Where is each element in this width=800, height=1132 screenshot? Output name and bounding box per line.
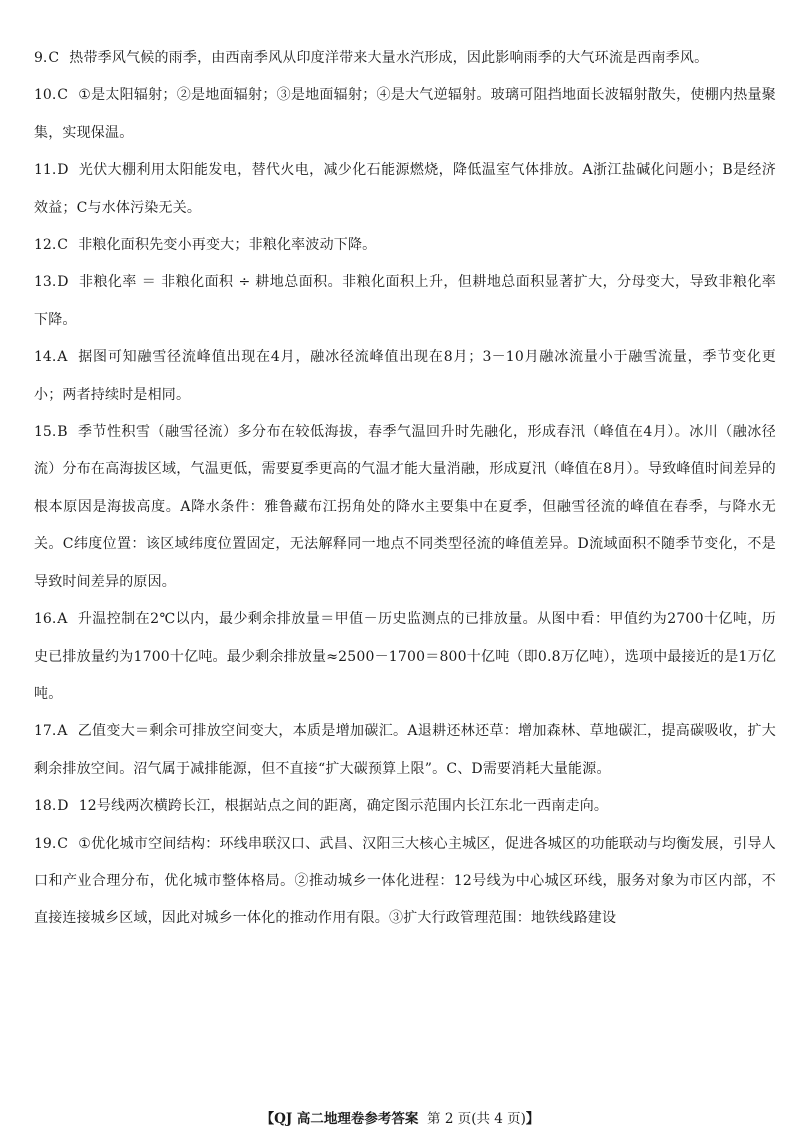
question-number: 19. [34,835,57,852]
answer-choice: C [57,835,69,852]
footer-open-bracket: 【 [260,1111,275,1127]
answer-item-13 [34,264,776,339]
answer-choice: C [57,87,69,104]
answer-explanation: 升温控制在2℃以内，最少剩余排放量＝甲值－历史监测点的已排放量。从图中看：甲值约为2700十亿吨，历史已排放量约为1700十亿吨。最少剩余排放量≈2500－1700＝800十亿吨（即0.8万亿吨），选项中最接近的是1万亿吨。 [34,611,776,702]
answer-explanation: 季节性积雪（融雪径流）多分布在较低海拔，春季气温回升时先融化，形成春汛（峰值在4月）。冰川（融冰径流）分布在高海拔区域，气温更低，需要夏季更高的气温才能大量消融，形成夏汛（峰值在8月）。导致峰值时间差异的根本原因是海拔高度。A降水条件：雅鲁藏布江拐角处的降水主要集中在夏季，但融雪径流的峰值在春季，与降水无关。C纬度位置：该区域纬度位置固定，无法解释同一地点不同类型径流的峰值差异。D流域面积不随季节变化，不是导致时间差异的原因。 [34,424,776,590]
answer-choice: B [57,424,68,441]
question-number: 14. [34,349,57,366]
question-number: 10. [34,87,57,104]
answer-choice: D [57,162,69,179]
question-number: 15. [34,424,57,441]
question-number: 9. [34,50,48,66]
question-number: 16. [34,611,57,628]
answer-item-9 [34,40,776,77]
footer-page-info: 第 2 页(共 4 页) [427,1111,526,1127]
answer-explanation: 非粮化面积先变小再变大；非粮化率波动下降。 [78,237,377,254]
answer-list [34,40,776,938]
question-number: 13. [34,274,57,291]
answer-item-16 [34,601,776,713]
footer-close-bracket: 】 [525,1111,540,1127]
footer-document-title: QJ 高二地理卷参考答案 [274,1111,419,1127]
answer-explanation: 热带季风气候的雨季，由西南季风从印度洋带来大量水汽形成，因此影响雨季的大气环流是西南季风。 [69,50,709,66]
answer-item-15 [34,414,776,601]
answer-explanation: ①优化城市空间结构：环线串联汉口、武昌、汉阳三大核心主城区，促进各城区的功能联动与均衡发展，引导人口和产业合理分布，优化城市整体格局。②推动城乡一体化进程：12号线为中心城区环线，服务对象为市区内部，不直接连接城乡区域，因此对城乡一体化的推动作用有限。③扩大行政管理范围：地铁线路建设 [34,835,776,927]
question-number: 17. [34,723,57,740]
answer-explanation: ①是太阳辐射；②是地面辐射；③是地面辐射；④是大气逆辐射。玻璃可阻挡地面长波辐射散失，使棚内热量聚集，实现保温。 [34,87,776,141]
question-number: 18. [34,798,57,815]
answer-choice: D [57,274,69,291]
answer-explanation: 乙值变大＝剩余可排放空间变大，本质是增加碳汇。A退耕还林还草：增加森林、草地碳汇，提高碳吸收，扩大剩余排放空间。沼气属于减排能源，但不直接“扩大碳预算上限”。C、D需要消耗大量能源。 [34,723,776,777]
answer-item-19 [34,826,776,938]
answer-choice: D [57,798,69,815]
answer-item-14 [34,339,776,414]
answer-item-17 [34,713,776,788]
answer-item-18 [34,788,776,825]
page-footer [0,1110,800,1128]
answer-explanation: 12号线两次横跨长江，根据站点之间的距离，确定图示范围内长江东北一西南走向。 [78,798,609,815]
answer-item-11 [34,152,776,227]
answer-choice: A [57,349,68,366]
answer-explanation: 光伏大棚利用太阳能发电，替代火电，减少化石能源燃烧，降低温室气体排放。A浙江盐碱化问题小；B是经济效益；C与水体污染无关。 [34,162,776,216]
answer-explanation: 非粮化率 ＝ 非粮化面积 ÷ 耕地总面积。非粮化面积上升，但耕地总面积显著扩大，分母变大，导致非粮化率下降。 [34,274,776,328]
question-number: 12. [34,237,57,254]
question-number: 11. [34,162,57,179]
answer-choice: C [57,237,69,254]
answer-item-12 [34,227,776,264]
answer-explanation: 据图可知融雪径流峰值出现在4月，融冰径流峰值出现在8月；3－10月融冰流量小于融雪流量，季节变化更小；两者持续时是相同。 [34,349,776,403]
answer-item-10 [34,77,776,152]
answer-choice: A [57,723,68,740]
answer-choice: C [48,50,60,66]
answer-choice: A [57,611,68,628]
